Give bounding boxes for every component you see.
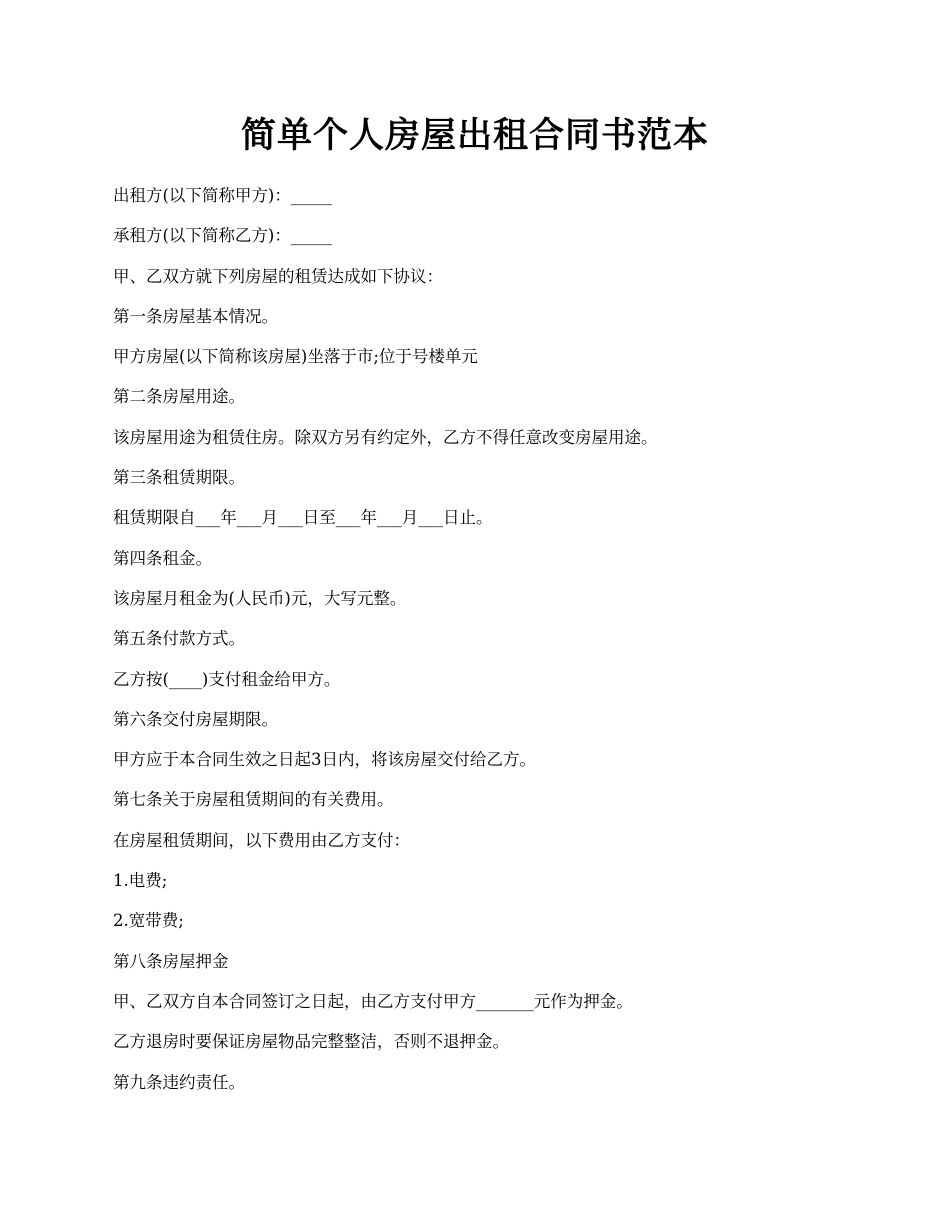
clause-7-heading: 第七条关于房屋租赁期间的有关费用。 (113, 790, 394, 810)
clause-2-heading: 第二条房屋用途。 (113, 387, 245, 407)
clause-5-text: 乙方按(____)支付租金给甲方。 (113, 669, 341, 689)
paragraph-lessor: 出租方(以下简称甲方)：_____ (113, 186, 333, 205)
clause-7-item-1: 1.电费; (113, 871, 168, 891)
clause-6-heading: 第六条交付房屋期限。 (113, 709, 278, 729)
clause-8-text-2: 乙方退房时要保证房屋物品完整整洁，否则不退押金。 (113, 1032, 509, 1052)
clause-3-heading: 第三条租赁期限。 (113, 468, 245, 488)
clause-7-text: 在房屋租赁期间，以下费用由乙方支付： (113, 830, 410, 850)
document-body (113, 176, 843, 1103)
clause-1-text: 甲方房屋(以下简称该房屋)坐落于市;位于号楼单元 (113, 347, 478, 367)
clause-9-heading: 第九条违约责任。 (113, 1072, 245, 1092)
clause-3-text: 租赁期限自___年___月___日至___年___月___日止。 (113, 508, 493, 528)
clause-8-heading: 第八条房屋押金 (113, 951, 229, 971)
clause-8-text-1: 甲、乙双方自本合同签订之日起，由乙方支付甲方_______元作为押金。 (113, 991, 633, 1011)
clause-1-heading: 第一条房屋基本情况。 (113, 306, 278, 326)
clause-5-heading: 第五条付款方式。 (113, 629, 245, 649)
clause-6-text: 甲方应于本合同生效之日起3日内，将该房屋交付给乙方。 (113, 750, 536, 770)
clause-2-text: 该房屋用途为租赁住房。除双方另有约定外，乙方不得任意改变房屋用途。 (113, 427, 658, 447)
paragraph-agreement-intro: 甲、乙双方就下列房屋的租赁达成如下协议： (113, 266, 443, 286)
clause-4-heading: 第四条租金。 (113, 548, 212, 568)
document-title: 简单个人房屋出租合同书范本 (240, 115, 709, 156)
paragraph-lessee: 承租方(以下简称乙方)：_____ (113, 226, 333, 246)
clause-4-text: 该房屋月租金为(人民币)元，大写元整。 (113, 588, 407, 608)
clause-7-item-2: 2.宽带费; (113, 911, 184, 931)
